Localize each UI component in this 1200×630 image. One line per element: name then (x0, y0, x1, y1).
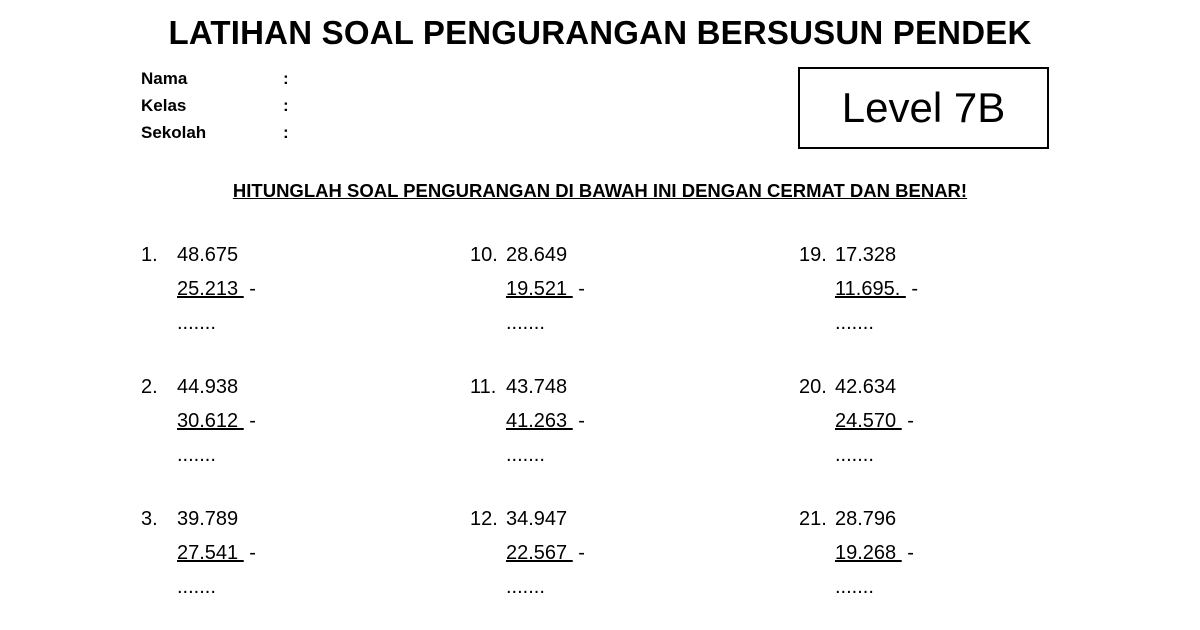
level-box: Level 7B (798, 67, 1049, 149)
problem-number: 3. (141, 508, 158, 530)
minus-sign: - (243, 278, 256, 300)
subtrahend: 24.570 (835, 410, 902, 432)
class-label: Kelas (141, 96, 187, 115)
minus-sign: - (572, 410, 585, 432)
subtrahend: 11.695. (835, 278, 906, 300)
minuend: 43.748 (506, 376, 568, 398)
answer-blank[interactable]: ....... (177, 444, 216, 466)
minuend: 42.634 (835, 376, 897, 398)
problem-number: 12. (470, 508, 498, 530)
minus-sign: - (901, 542, 914, 564)
answer-blank[interactable]: ....... (177, 312, 216, 334)
problem-number: 19. (799, 244, 827, 266)
answer-blank[interactable]: ....... (835, 312, 874, 334)
minus-sign: - (572, 542, 585, 564)
minus-sign: - (572, 278, 585, 300)
minus-sign: - (243, 542, 256, 564)
answer-blank[interactable]: ....... (177, 576, 216, 598)
instruction: HITUNGLAH SOAL PENGURANGAN DI BAWAH INI DENGAN CERMAT DAN BENAR! (232, 180, 968, 201)
answer-blank[interactable]: ....... (506, 576, 545, 598)
subtrahend: 30.612 (177, 410, 244, 432)
school-label: Sekolah (141, 123, 207, 142)
minus-sign: - (901, 410, 914, 432)
problem-number: 10. (470, 244, 498, 266)
subtrahend: 41.263 (506, 410, 573, 432)
problem-number: 11. (470, 376, 497, 398)
answer-blank[interactable]: ....... (835, 444, 874, 466)
problem-number: 21. (799, 508, 827, 530)
subtrahend: 22.567 (506, 542, 573, 564)
answer-blank[interactable]: ....... (506, 312, 545, 334)
minuend: 34.947 (506, 508, 568, 530)
subtrahend: 19.521 (506, 278, 573, 300)
name-colon: : (283, 69, 289, 88)
problem-number: 1. (141, 244, 158, 266)
minuend: 44.938 (177, 376, 239, 398)
subtrahend: 27.541 (177, 542, 244, 564)
subtrahend: 25.213 (177, 278, 244, 300)
problem-number: 20. (799, 376, 827, 398)
name-label: Nama (141, 69, 188, 88)
minuend: 28.649 (506, 244, 568, 266)
minuend: 48.675 (177, 244, 239, 266)
minuend: 28.796 (835, 508, 897, 530)
answer-blank[interactable]: ....... (506, 444, 545, 466)
worksheet-title: LATIHAN SOAL PENGURANGAN BERSUSUN PENDEK (168, 14, 1032, 51)
minuend: 39.789 (177, 508, 239, 530)
problem-number: 2. (141, 376, 158, 398)
minus-sign: - (905, 278, 919, 300)
answer-blank[interactable]: ....... (835, 576, 874, 598)
minus-sign: - (243, 410, 256, 432)
minuend: 17.328 (835, 244, 897, 266)
class-colon: : (283, 96, 289, 115)
subtrahend: 19.268 (835, 542, 902, 564)
school-colon: : (283, 123, 289, 142)
